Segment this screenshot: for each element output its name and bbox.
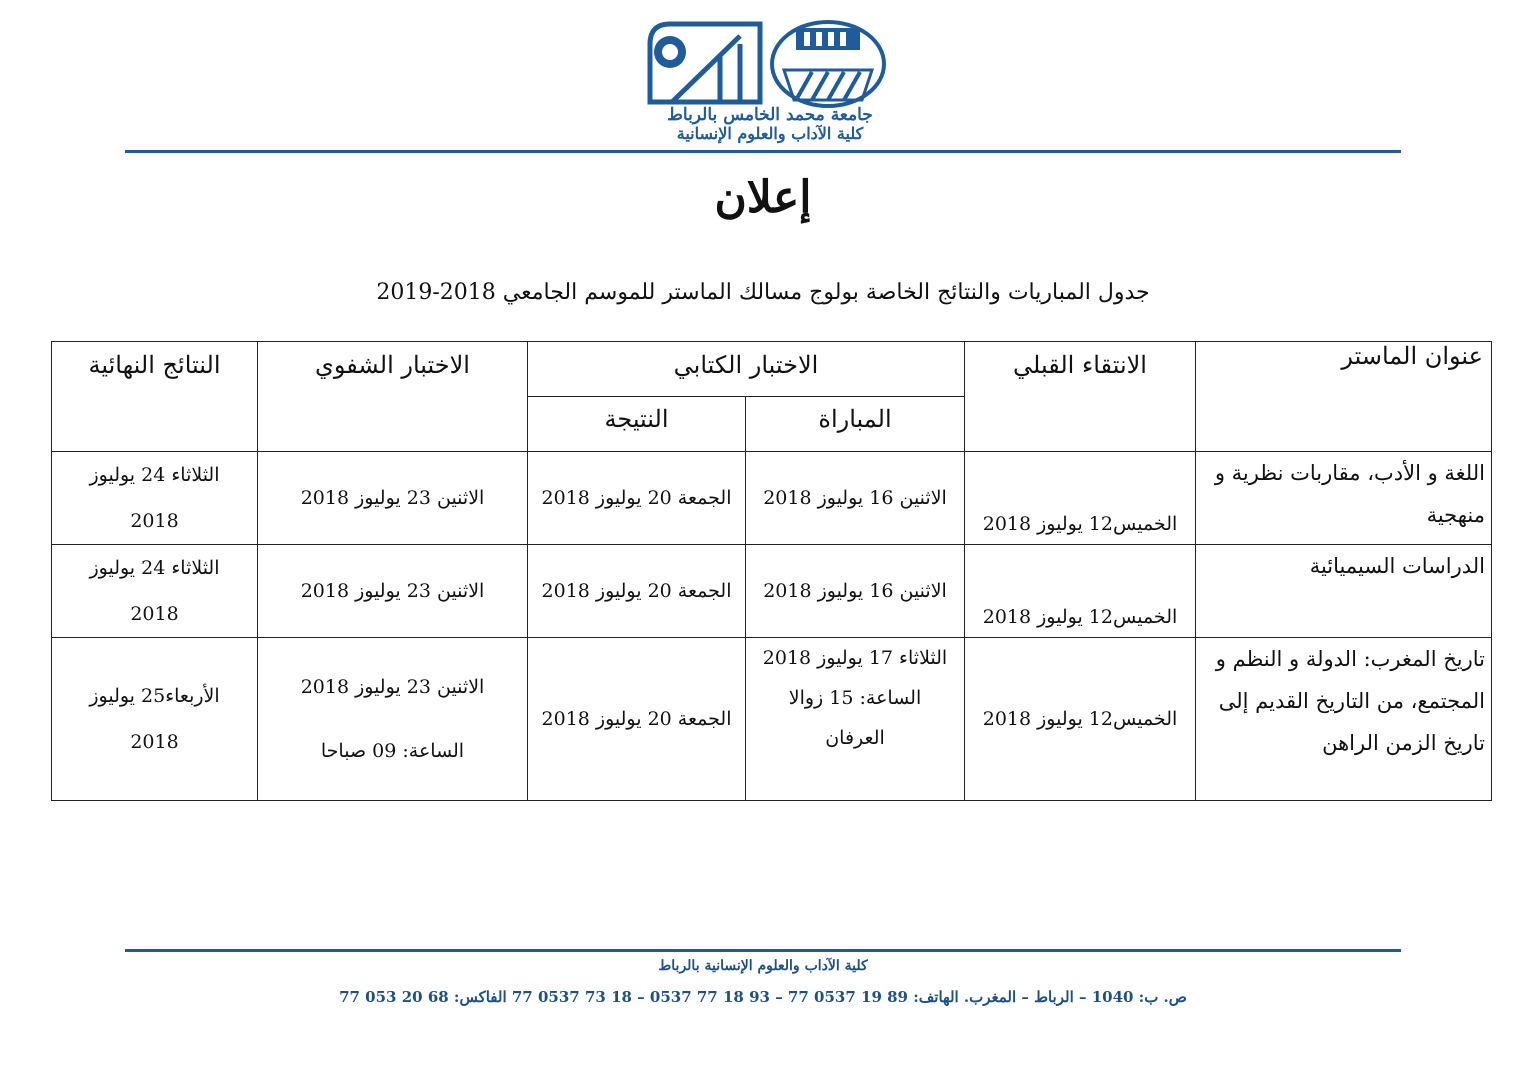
footer-rule — [125, 949, 1401, 952]
header-final-results: النتائج النهائية — [52, 342, 258, 452]
header-row-1 — [52, 342, 1492, 397]
cell-written-match — [746, 638, 965, 801]
page-title: إعلان — [714, 172, 812, 223]
header-master-title: عنوان الماستر — [1196, 342, 1492, 452]
page-subtitle: جدول المباريات والنتائج الخاصة بولوج مسالك الماستر للموسم الجامعي 2018-2019 — [376, 280, 1150, 305]
header-written-match: المباراة — [746, 397, 965, 452]
header-preselection: الانتقاء القبلي — [965, 342, 1196, 452]
header-rule — [125, 150, 1401, 153]
cell-oral: الاثنين 23 يوليوز 2018 — [258, 545, 528, 638]
header-written-result: النتيجة — [528, 397, 746, 452]
logo-text-line-2: كلية الآداب والعلوم الإنسانية — [676, 124, 864, 143]
header-written-exam: الاختبار الكتابي — [528, 342, 965, 397]
cell-master-title: تاريخ المغرب: الدولة و النظم و المجتمع، من التاريخ القديم إلى تاريخ الزمن الراهن — [1196, 638, 1492, 801]
written-match-venue: العرفان — [825, 727, 885, 749]
table-row — [52, 452, 1492, 545]
cell-oral — [258, 638, 528, 801]
logo-text-line-1: جامعة محمد الخامس بالرباط — [667, 105, 873, 125]
final-results-date: الأربعاء25 يوليوز — [89, 685, 220, 707]
final-results-date: الثلاثاء 24 يوليوز — [89, 557, 220, 579]
cell-master-title: الدراسات السيميائية — [1196, 545, 1492, 638]
final-results-year: 2018 — [130, 603, 179, 625]
final-results-year: 2018 — [130, 510, 179, 532]
table-row — [52, 545, 1492, 638]
oral-date: الاثنين 23 يوليوز 2018 — [300, 676, 485, 698]
cell-preselection: الخميس12 يوليوز 2018 — [965, 638, 1196, 801]
cell-written-match: الاثنين 16 يوليوز 2018 — [746, 545, 965, 638]
cell-final-results — [52, 638, 258, 801]
final-results-date: الثلاثاء 24 يوليوز — [89, 464, 220, 486]
header-oral-exam: الاختبار الشفوي — [258, 342, 528, 452]
university-logo — [600, 14, 930, 146]
final-results-year: 2018 — [130, 731, 179, 753]
cell-written-result: الجمعة 20 يوليوز 2018 — [528, 638, 746, 801]
written-match-time: الساعة: 15 زوالا — [788, 687, 922, 709]
seal-icon — [772, 22, 884, 106]
footer-institution: كلية الآداب والعلوم الإنسانية بالرباط — [658, 958, 868, 974]
table-row — [52, 638, 1492, 801]
cell-preselection: الخميس12 يوليوز 2018 — [965, 545, 1196, 638]
schedule-table — [51, 341, 1492, 801]
cell-written-result: الجمعة 20 يوليوز 2018 — [528, 452, 746, 545]
cell-final-results — [52, 452, 258, 545]
cell-final-results — [52, 545, 258, 638]
cell-oral: الاثنين 23 يوليوز 2018 — [258, 452, 528, 545]
cell-written-match: الاثنين 16 يوليوز 2018 — [746, 452, 965, 545]
cell-preselection: الخميس12 يوليوز 2018 — [965, 452, 1196, 545]
written-match-date: الثلاثاء 17 يوليوز 2018 — [762, 647, 948, 669]
cell-written-result: الجمعة 20 يوليوز 2018 — [528, 545, 746, 638]
footer-contact: ص. ب: 1040 – الرباط – المغرب. الهاتف: 89 19 0537 77 – 93 18 77 0537 – 18 73 0537 77 الفاكس: 68 20 053 77 — [339, 988, 1187, 1006]
cell-master-title: اللغة و الأدب، مقاربات نظرية و منهجية — [1196, 452, 1492, 545]
oral-time: الساعة: 09 صباحا — [320, 740, 465, 762]
